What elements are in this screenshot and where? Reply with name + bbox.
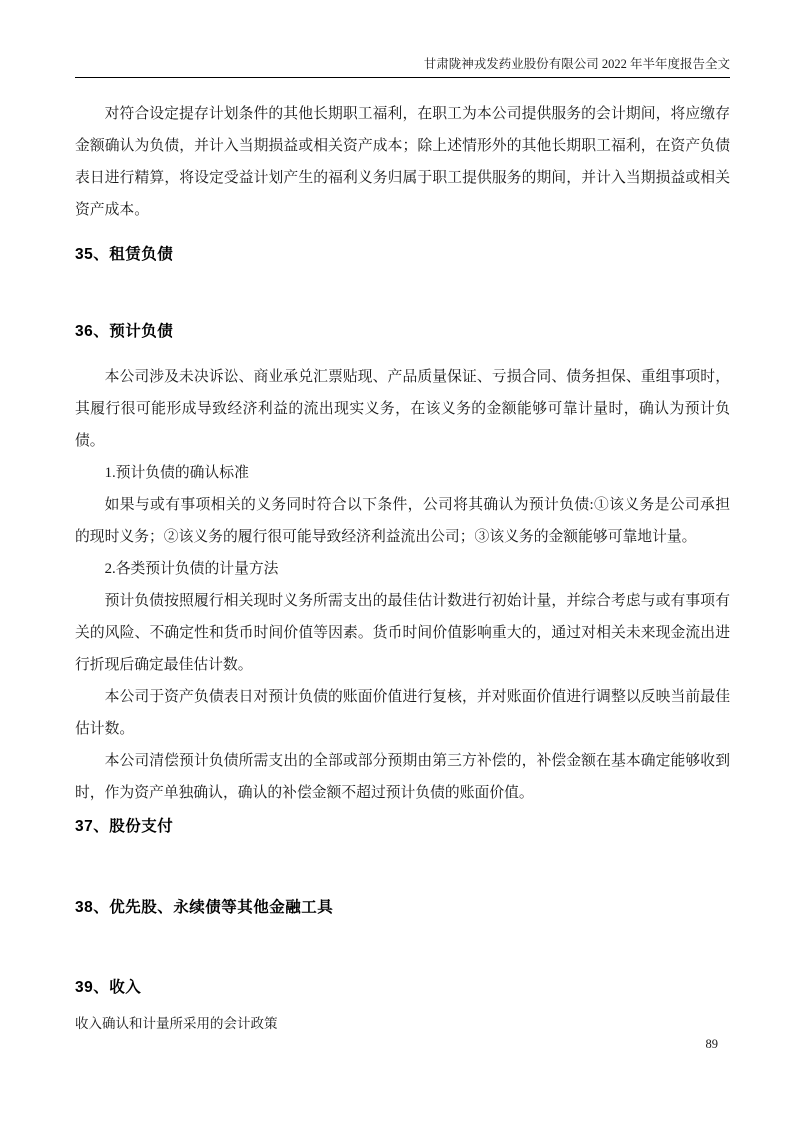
paragraph-other-long-term-benefits: 对符合设定提存计划条件的其他长期职工福利，在职工为本公司提供服务的会计期间，将应缴存金额确认为负债，并计入当期损益或相关资产成本；除上述情形外的其他长期职工福利，在资产负债表日进行精算，将设定受益计划产生的福利义务归属于职工提供服务的期间，并计入当期损益或相关资产成本。 <box>75 106 730 218</box>
paragraph: 如果与或有事项相关的义务同时符合以下条件，公司将其确认为预计负债:①该义务是公司承担的现时义务；②该义务的履行很可能导致经济利益流出公司；③该义务的金额能够可靠地计量。 <box>75 497 730 545</box>
section-heading-39-revenue: 39、收入 <box>75 979 142 996</box>
paragraph: 1.预计负债的确认标准 <box>104 465 249 481</box>
paragraph: 2.各类预计负债的计量方法 <box>104 561 279 577</box>
paragraph: 本公司清偿预计负债所需支出的全部或部分预期由第三方补偿的，补偿金额在基本确定能够收到时，作为资产单独确认，确认的补偿金额不超过预计负债的账面价值。 <box>75 753 730 801</box>
section-heading-36-estimated-liabilities: 36、预计负债 <box>75 323 174 340</box>
page-number: 89 <box>705 1037 718 1051</box>
paragraph: 本公司涉及未决诉讼、商业承兑汇票贴现、产品质量保证、亏损合同、债务担保、重组事项时，其履行很可能形成导致经济利益的流出现实义务，在该义务的金额能够可靠计量时，确认为预计负债。 <box>75 369 730 449</box>
section-36-body <box>75 361 730 809</box>
report-header-title: 甘肃陇神戎发药业股份有限公司 2022 年半年度报告全文 <box>423 57 730 71</box>
page-content <box>75 98 730 1032</box>
paragraph: 预计负债按照履行相关现时义务所需支出的最佳估计数进行初始计量，并综合考虑与或有事项有关的风险、不确定性和货币时间价值等因素。货币时间价值影响重大的，通过对相关未来现金流出进行折现后确定最佳估计数。 <box>75 593 730 673</box>
revenue-policy-label: 收入确认和计量所采用的会计政策 <box>75 1016 278 1031</box>
section-heading-35-lease-liabilities: 35、租赁负债 <box>75 246 174 263</box>
page-header <box>75 57 730 78</box>
section-heading-37-share-payment: 37、股份支付 <box>75 818 174 835</box>
header-divider <box>75 77 730 78</box>
section-heading-38-preferred-shares: 38、优先股、永续债等其他金融工具 <box>75 899 334 916</box>
paragraph: 本公司于资产负债表日对预计负债的账面价值进行复核，并对账面价值进行调整以反映当前最佳估计数。 <box>75 689 730 737</box>
